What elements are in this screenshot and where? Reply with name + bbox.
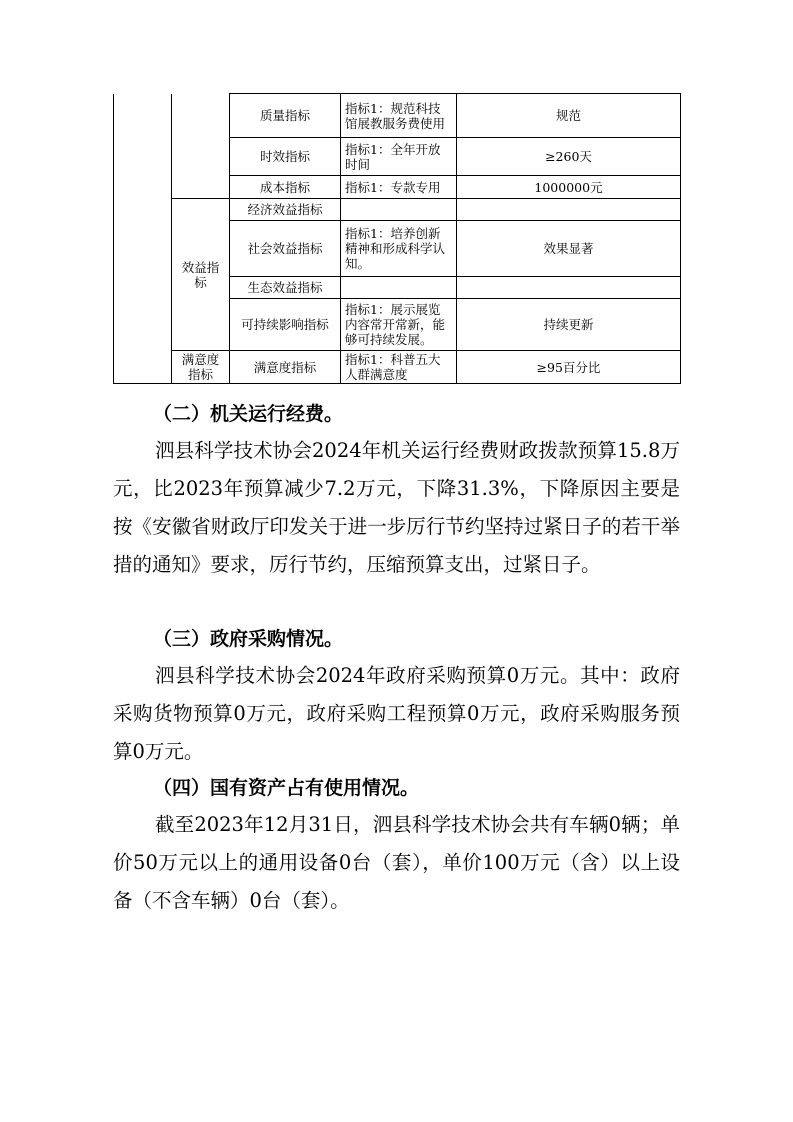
- target-cell: [457, 199, 681, 221]
- target-cell: 持续更新: [457, 299, 681, 351]
- target-cell: ≥260天: [457, 138, 681, 176]
- level3-cell: 可持续影响指标: [230, 299, 341, 351]
- target-cell: [457, 277, 681, 299]
- content-cell: 指标1：专款专用: [341, 176, 457, 199]
- content-cell: [341, 199, 457, 221]
- target-cell: 效果显著: [457, 221, 681, 277]
- target-cell: 1000000元: [457, 176, 681, 199]
- content-cell: 指标1：培养创新精神和形成科学认知。: [341, 221, 457, 277]
- section-heading: （四）国有资产占有使用情况。: [153, 777, 420, 799]
- level3-cell: 经济效益指标: [230, 199, 341, 221]
- level3-cell: 生态效益指标: [230, 277, 341, 299]
- section-operating-funds: [113, 396, 680, 584]
- content-cell: 指标1：规范科技馆展教服务费使用: [341, 94, 457, 138]
- level2-cell: 效益指标: [172, 199, 230, 351]
- section-body: 泗县科学技术协会2024年政府采购预算0万元。其中：政府采购货物预算0万元，政府采购工程预算0万元，政府采购服务预算0万元。: [113, 664, 680, 763]
- indicator-table: [113, 93, 681, 384]
- performance-indicator-table: [113, 93, 680, 384]
- level1-cell: [114, 94, 172, 384]
- section-state-assets: [113, 770, 680, 920]
- target-cell: 规范: [457, 94, 681, 138]
- content-cell: 指标1：全年开放时间: [341, 138, 457, 176]
- table-row: [114, 94, 681, 138]
- level3-cell: 质量指标: [230, 94, 341, 138]
- section-body: 泗县科学技术协会2024年机关运行经费财政拨款预算15.8万元，比2023年预算减少7.2万元，下降31.3%，下降原因主要是按《安徽省财政厅印发关于进一步厉行节约坚持过紧日子的若干举措的通知》要求，厉行节约，压缩预算支出，过紧日子。: [113, 439, 680, 576]
- section-government-procurement: [113, 621, 680, 771]
- section-heading: （二）机关运行经费。: [153, 403, 344, 425]
- content-cell: [341, 277, 457, 299]
- content-cell: 指标1：科普五大人群满意度: [341, 351, 457, 384]
- level2-cell: [172, 94, 230, 199]
- section-body: 截至2023年12月31日，泗县科学技术协会共有车辆0辆；单价50万元以上的通用设备0台（套），单价100万元（含）以上设备（不含车辆）0台（套）。: [113, 813, 680, 912]
- table-row: [114, 199, 681, 221]
- table-row: [114, 351, 681, 384]
- level2-cell: 满意度指标: [172, 351, 230, 384]
- level3-cell: 满意度指标: [230, 351, 341, 384]
- level3-cell: 社会效益指标: [230, 221, 341, 277]
- content-cell: 指标1：展示展览内容常开常新，能够可持续发展。: [341, 299, 457, 351]
- target-cell: ≥95百分比: [457, 351, 681, 384]
- section-heading: （三）政府采购情况。: [153, 628, 344, 650]
- level3-cell: 成本指标: [230, 176, 341, 199]
- level3-cell: 时效指标: [230, 138, 341, 176]
